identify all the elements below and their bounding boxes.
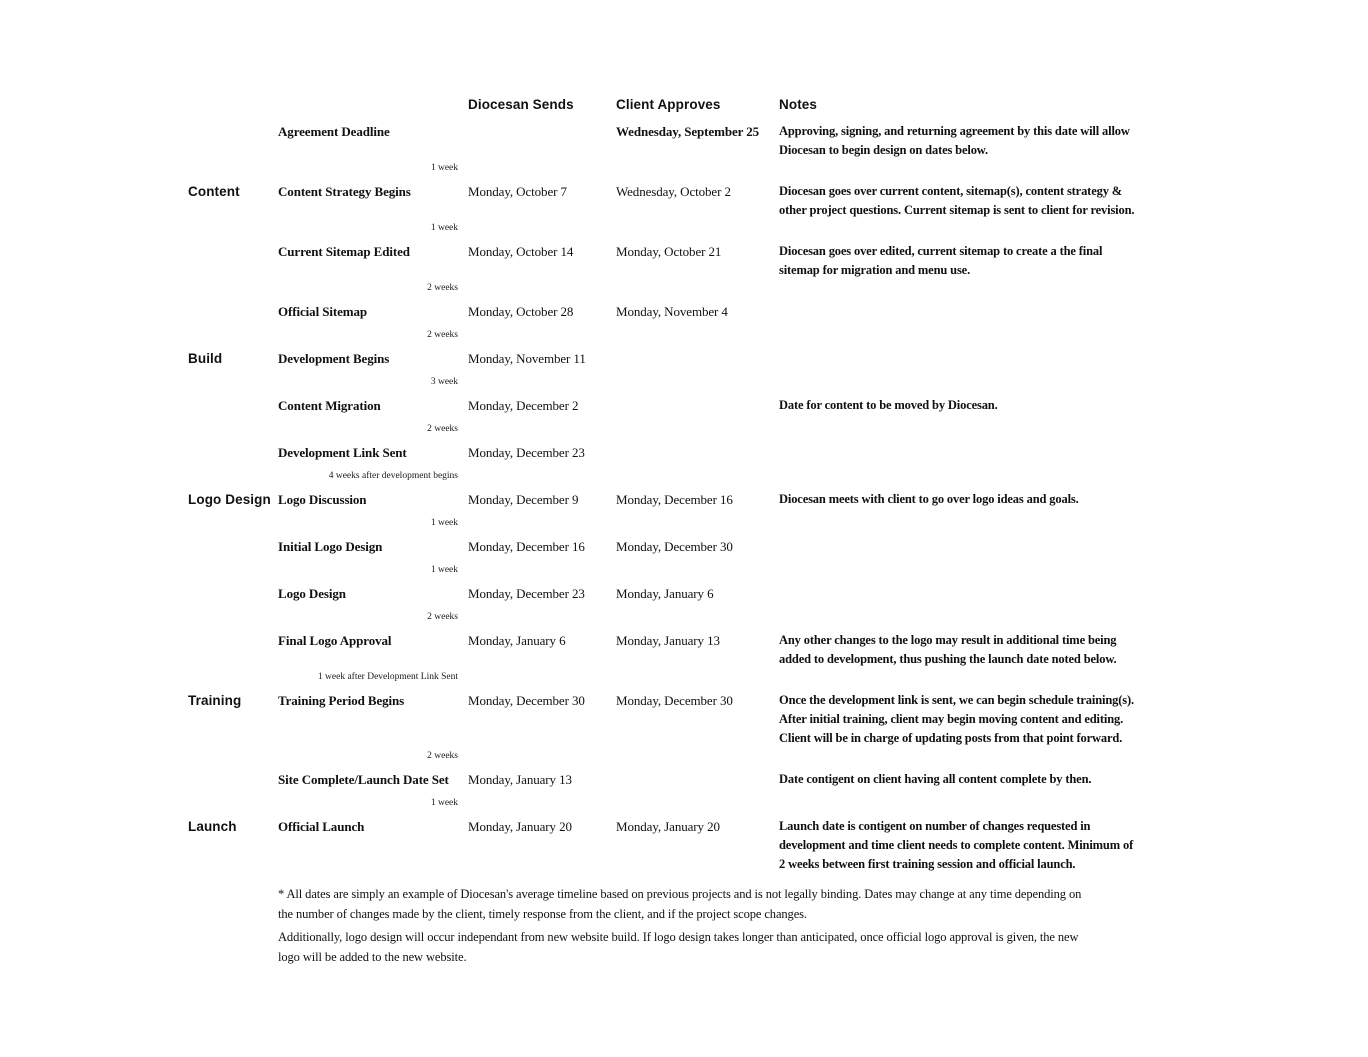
notes-text [779, 631, 1209, 669]
note-line: 2 weeks between first training session and official launch. [779, 857, 1076, 871]
client-approves-date: Monday, November 4 [616, 304, 728, 319]
diocesan-sends-date: Monday, January 20 [468, 819, 572, 834]
timeline-row [188, 611, 1368, 669]
milestone-label: Agreement Deadline [278, 124, 390, 139]
column-header-diocesan-sends: Diocesan Sends [468, 97, 574, 112]
duration-label: 2 weeks [427, 751, 458, 761]
notes-text [779, 242, 1209, 280]
timeline-row [188, 222, 1368, 280]
duration-label: 2 weeks [427, 283, 458, 293]
timeline-row [188, 329, 1368, 368]
diocesan-sends-date: Monday, October 7 [468, 184, 567, 199]
timeline-row [188, 376, 1368, 415]
footnote [278, 884, 1368, 924]
duration-label: 1 week [430, 518, 458, 528]
note-line: Once the development link is sent, we can begin schedule training(s). [779, 693, 1134, 707]
client-approves-date: Monday, December 30 [616, 693, 733, 708]
notes-text [779, 817, 1209, 874]
notes-text [779, 490, 1209, 509]
timeline-row [188, 162, 1368, 220]
timeline-row [188, 797, 1368, 874]
footnote-line: the number of changes made by the client, timely response from the client, and if the project scope changes. [278, 907, 807, 921]
diocesan-sends-date: Monday, December 9 [468, 492, 579, 507]
milestone-label: Final Logo Approval [278, 633, 392, 648]
milestone-label: Logo Discussion [278, 492, 367, 507]
note-line: Date for content to be moved by Diocesan. [779, 398, 998, 412]
footnote [278, 927, 1368, 967]
milestone-label: Content Migration [278, 398, 381, 413]
note-line: Launch date is contigent on number of changes requested in [779, 819, 1091, 833]
timeline-row [188, 423, 1368, 462]
diocesan-sends-date: Monday, October 28 [468, 304, 574, 319]
client-approves-date: Monday, January 6 [616, 586, 714, 601]
phase-label: Training [188, 693, 242, 708]
milestone-label: Site Complete/Launch Date Set [278, 772, 449, 787]
client-approves-date: Wednesday, October 2 [616, 184, 731, 199]
duration-label: 1 week [430, 223, 458, 233]
timeline-row [188, 564, 1368, 603]
milestone-label: Current Sitemap Edited [278, 244, 410, 259]
client-approves-date: Monday, December 30 [616, 539, 733, 554]
duration-label: 1 week after Development Link Sent [317, 672, 458, 682]
note-line: other project questions. Current sitemap is sent to client for revision. [779, 203, 1135, 217]
duration-label: 1 week [430, 798, 458, 808]
milestone-label: Development Link Sent [278, 445, 407, 460]
note-line: Diocesan meets with client to go over logo ideas and goals. [779, 492, 1079, 506]
phase-label: Build [188, 351, 223, 366]
note-line: Any other changes to the logo may result in additional time being [779, 633, 1117, 647]
diocesan-sends-date: Monday, December 2 [468, 398, 579, 413]
duration-label: 3 week [430, 377, 458, 387]
notes-text [779, 122, 1209, 160]
note-line: Client will be in charge of updating posts from that point forward. [779, 731, 1123, 745]
diocesan-sends-date: Monday, December 23 [468, 586, 585, 601]
table-header [188, 96, 1368, 114]
column-header-client-approves: Client Approves [616, 97, 721, 112]
diocesan-sends-date: Monday, December 16 [468, 539, 585, 554]
note-line: added to development, thus pushing the launch date noted below. [779, 652, 1117, 666]
phase-label: Logo Design [188, 492, 271, 507]
diocesan-sends-date: Monday, December 30 [468, 693, 585, 708]
milestone-label: Development Begins [278, 351, 390, 366]
diocesan-sends-date: Monday, November 11 [468, 351, 586, 366]
footnote-line: Additionally, logo design will occur independant from new website build. If logo design takes longer than anticipated, once official logo approval is given, the new [278, 930, 1079, 944]
duration-label: 1 week [430, 565, 458, 575]
footnote-line: * All dates are simply an example of Diocesan's average timeline based on previous projects and is not legally binding. Dates may change at any time depending on [278, 887, 1082, 901]
phase-label: Launch [188, 819, 237, 834]
diocesan-sends-date: Monday, January 6 [468, 633, 566, 648]
note-line: development and time client needs to complete content. Minimum of [779, 838, 1134, 852]
timeline-row [188, 517, 1368, 556]
note-line: Diocesan to begin design on dates below. [779, 143, 988, 157]
milestone-label: Initial Logo Design [278, 539, 383, 554]
duration-label: 2 weeks [427, 612, 458, 622]
diocesan-sends-date: Monday, October 14 [468, 244, 574, 259]
diocesan-sends-date: Monday, December 23 [468, 445, 585, 460]
milestone-label: Official Sitemap [278, 304, 368, 319]
milestone-label: Official Launch [278, 819, 365, 834]
timeline-row [188, 470, 1368, 509]
footnotes-section [278, 884, 1368, 967]
diocesan-sends-date: Monday, January 13 [468, 772, 572, 787]
timeline-row [188, 671, 1368, 748]
footnote-line: logo will be added to the new website. [278, 950, 467, 964]
duration-label: 2 weeks [427, 424, 458, 434]
duration-label: 1 week [430, 163, 458, 173]
note-line: sitemap for migration and menu use. [779, 263, 971, 277]
client-approves-date: Monday, October 21 [616, 244, 722, 259]
client-approves-date: Monday, January 20 [616, 819, 720, 834]
duration-label: 4 weeks after development begins [328, 471, 458, 481]
phase-label: Content [188, 184, 240, 199]
column-header-notes: Notes [779, 97, 818, 112]
note-line: Date contigent on client having all content complete by then. [779, 772, 1092, 786]
notes-text [779, 691, 1209, 748]
client-approves-date: Monday, January 13 [616, 633, 720, 648]
milestone-label: Content Strategy Begins [278, 184, 411, 199]
milestone-label: Training Period Begins [278, 693, 405, 708]
notes-text [779, 770, 1209, 789]
notes-text [779, 396, 1209, 415]
timeline-row [188, 122, 1368, 160]
client-approves-date: Wednesday, September 25 [616, 124, 759, 139]
note-line: Approving, signing, and returning agreement by this date will allow [779, 124, 1130, 138]
notes-text [779, 182, 1209, 220]
client-approves-date: Monday, December 16 [616, 492, 733, 507]
timeline-row [188, 750, 1368, 789]
duration-label: 2 weeks [427, 330, 458, 340]
note-line: After initial training, client may begin moving content and editing. [779, 712, 1124, 726]
note-line: Diocesan goes over current content, sitemap(s), content strategy & [779, 184, 1123, 198]
timeline-row [188, 282, 1368, 321]
milestone-label: Logo Design [278, 586, 346, 601]
note-line: Diocesan goes over edited, current sitemap to create a the final [779, 244, 1103, 258]
